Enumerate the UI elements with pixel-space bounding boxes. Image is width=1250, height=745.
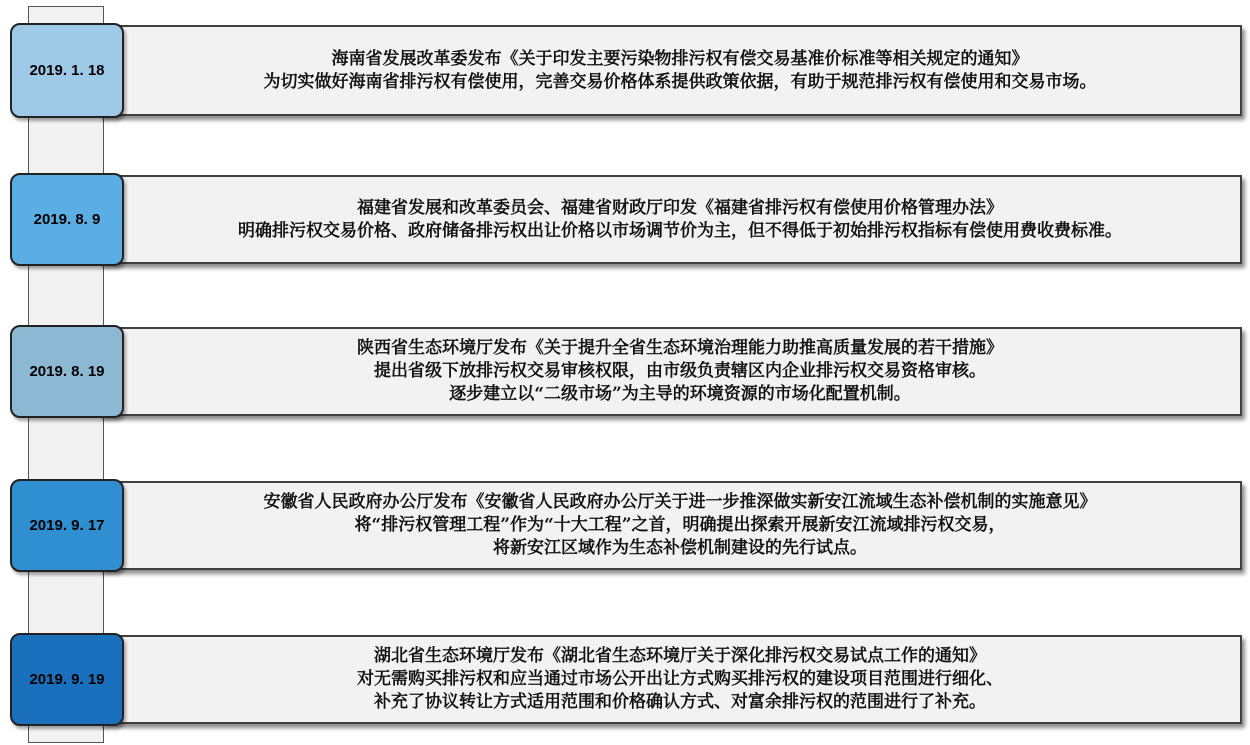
timeline-event [0, 25, 1250, 116]
event-detail: 为切实做好海南省排污权有偿使用，完善交易价格体系提供政策依据，有助于规范排污权有偿使用和交易市场。 [263, 71, 1097, 92]
event-detail: 将“排污权管理工程”作为“十大工程”之首，明确提出探索开展新安江流域排污权交易， [354, 515, 1006, 535]
event-title: 安徽省人民政府办公厅发布《安徽省人民政府办公厅关于进一步推深做实新安江流域生态补偿机制的实施意见》 [263, 492, 1097, 512]
event-title: 福建省发展和改革委员会、福建省财政厅印发《福建省排污权有偿使用价格管理办法》 [357, 197, 1003, 218]
event-detail: 补充了协议转让方式适用范围和价格确认方式、对富余排污权的范围进行了补充。 [374, 692, 986, 712]
event-description [100, 25, 1242, 116]
event-description [100, 635, 1242, 724]
event-date-badge: 2019. 9. 17 [10, 479, 124, 572]
event-description [100, 481, 1242, 570]
event-date-badge: 2019. 1. 18 [10, 23, 124, 118]
event-description [100, 175, 1242, 264]
event-detail: 提出省级下放排污权交易审核权限，由市级负责辖区内企业排污权交易资格审核。 [374, 361, 986, 381]
event-detail: 对无需购买排污权和应当通过市场公开出让方式购买排污权的建设项目范围进行细化、 [357, 669, 1003, 689]
event-date-badge: 2019. 8. 9 [10, 173, 124, 266]
event-detail: 明确排污权交易价格、政府储备排污权出让价格以市场调节价为主，但不得低于初始排污权指标有偿使用费收费标准。 [238, 220, 1122, 241]
timeline-event [0, 481, 1250, 570]
timeline-event [0, 327, 1250, 416]
timeline-event [0, 175, 1250, 264]
event-detail: 逐步建立以“二级市场”为主导的环境资源的市场化配置机制。 [449, 384, 911, 404]
event-date-badge: 2019. 9. 19 [10, 633, 124, 726]
event-title: 海南省发展改革委发布《关于印发主要污染物排污权有偿交易基准价标准等相关规定的通知》 [331, 48, 1029, 69]
event-detail: 将新安江区域作为生态补偿机制建设的先行试点。 [493, 538, 867, 558]
event-title: 湖北省生态环境厅发布《湖北省生态环境厅关于深化排污权交易试点工作的通知》 [374, 646, 986, 666]
timeline-event [0, 635, 1250, 724]
event-description [100, 327, 1242, 416]
event-title: 陕西省生态环境厅发布《关于提升全省生态环境治理能力助推高质量发展的若干措施》 [357, 338, 1003, 358]
event-date-badge: 2019. 8. 19 [10, 325, 124, 418]
